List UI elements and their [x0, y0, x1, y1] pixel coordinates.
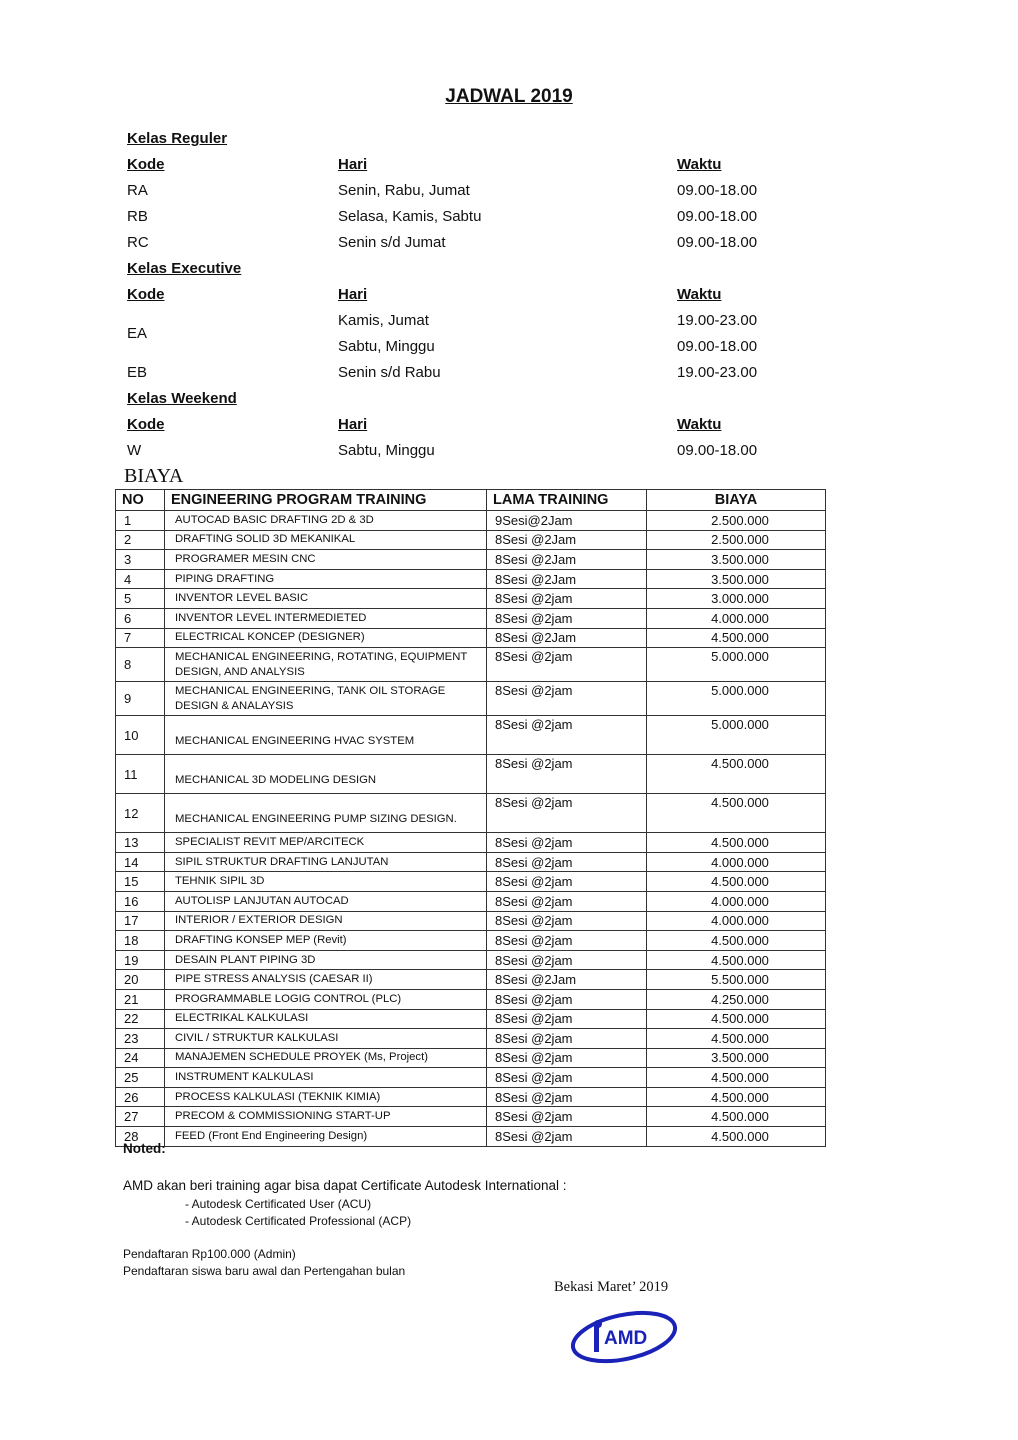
cell-biaya: 4.500.000 — [647, 872, 826, 892]
cell-program: INVENTOR LEVEL BASIC — [165, 589, 487, 609]
signoff-place-date: Bekasi Maret’ 2019 — [554, 1279, 669, 1295]
cell-no: 9 — [116, 682, 165, 716]
table-row — [116, 852, 826, 872]
cell-lama: 8Sesi @2jam — [487, 911, 647, 931]
cell-lama: 8Sesi @2jam — [487, 1087, 647, 1107]
cell-no: 8 — [116, 648, 165, 682]
cell-lama: 8Sesi @2jam — [487, 1127, 647, 1147]
table-row — [116, 970, 826, 990]
cell-lama: 8Sesi @2jam — [487, 833, 647, 853]
schedule-kode: RB — [127, 208, 148, 225]
cell-biaya: 4.000.000 — [647, 911, 826, 931]
cell-lama: 8Sesi @2Jam — [487, 550, 647, 570]
cell-no: 13 — [116, 833, 165, 853]
cell-lama: 8Sesi @2jam — [487, 1068, 647, 1088]
cell-no: 14 — [116, 852, 165, 872]
schedule-kode: EB — [127, 364, 148, 381]
schedule-hari: Senin, Rabu, Jumat — [338, 182, 470, 199]
amd-logo — [568, 1308, 680, 1366]
cell-biaya: 2.500.000 — [647, 511, 826, 531]
group-label-text: Kelas Reguler — [127, 130, 228, 147]
cell-program: DRAFTING SOLID 3D MEKANIKAL — [165, 530, 487, 550]
registration-notes — [123, 1246, 405, 1280]
cell-biaya: 4.500.000 — [647, 1009, 826, 1029]
schedule-kode: RA — [127, 182, 148, 199]
cell-program: INVENTOR LEVEL INTERMEDIETED — [165, 608, 487, 628]
cell-program: MECHANICAL 3D MODELING DESIGN — [165, 755, 487, 794]
cell-program: INTERIOR / EXTERIOR DESIGN — [165, 911, 487, 931]
schedule-waktu: 19.00-23.00 — [677, 364, 758, 381]
cell-no: 12 — [116, 794, 165, 833]
cell-lama: 8Sesi @2jam — [487, 1048, 647, 1068]
cell-lama: 8Sesi @2jam — [487, 589, 647, 609]
header-hari: Hari — [338, 286, 368, 303]
cell-biaya: 4.500.000 — [647, 1029, 826, 1049]
cell-lama: 8Sesi @2Jam — [487, 970, 647, 990]
schedule-kode: RC — [127, 234, 149, 251]
cell-program: ELECTRIKAL KALKULASI — [165, 1009, 487, 1029]
cell-program: ELECTRICAL KONCEP (DESIGNER) — [165, 628, 487, 648]
header-kode: Kode — [127, 416, 165, 433]
cell-program: PROCESS KALKULASI (TEKNIK KIMIA) — [165, 1087, 487, 1107]
cell-no: 20 — [116, 970, 165, 990]
cell-program: PIPING DRAFTING — [165, 569, 487, 589]
cell-biaya: 5.500.000 — [647, 970, 826, 990]
schedule-hari: Kamis, Jumat — [338, 312, 429, 329]
table-row — [116, 608, 826, 628]
cell-program: MECHANICAL ENGINEERING PUMP SIZING DESIGN. — [165, 794, 487, 833]
schedule-section — [127, 127, 827, 467]
table-row — [116, 1087, 826, 1107]
cell-biaya: 3.000.000 — [647, 589, 826, 609]
cell-lama: 8Sesi @2Jam — [487, 530, 647, 550]
table-row — [116, 1029, 826, 1049]
cell-program: AUTOLISP LANJUTAN AUTOCAD — [165, 891, 487, 911]
cell-no: 17 — [116, 911, 165, 931]
cell-lama: 8Sesi @2jam — [487, 608, 647, 628]
cell-program: SPECIALIST REVIT MEP/ARCITECK — [165, 833, 487, 853]
table-row — [116, 794, 826, 833]
cell-biaya: 4.500.000 — [647, 1107, 826, 1127]
cell-no: 7 — [116, 628, 165, 648]
header-biaya: BIAYA — [647, 490, 826, 511]
header-no: NO — [116, 490, 165, 511]
header-kode: Kode — [127, 286, 165, 303]
cell-biaya: 4.250.000 — [647, 989, 826, 1009]
cell-no: 19 — [116, 950, 165, 970]
cell-biaya: 4.500.000 — [647, 931, 826, 951]
cell-biaya: 4.500.000 — [647, 833, 826, 853]
cell-biaya: 4.500.000 — [647, 1068, 826, 1088]
header-lama: LAMA TRAINING — [487, 490, 647, 511]
cell-no: 26 — [116, 1087, 165, 1107]
cell-biaya: 5.000.000 — [647, 682, 826, 716]
cell-no: 18 — [116, 931, 165, 951]
cell-lama: 8Sesi @2jam — [487, 1107, 647, 1127]
cell-no: 28 — [116, 1127, 165, 1147]
cell-no: 5 — [116, 589, 165, 609]
cell-lama: 8Sesi @2jam — [487, 648, 647, 682]
cell-no: 10 — [116, 716, 165, 755]
cell-biaya: 3.500.000 — [647, 550, 826, 570]
table-row — [116, 911, 826, 931]
cell-program: TEHNIK SIPIL 3D — [165, 872, 487, 892]
cell-biaya: 4.500.000 — [647, 755, 826, 794]
table-row — [116, 511, 826, 531]
fee-table-header — [116, 490, 826, 511]
table-row — [116, 1048, 826, 1068]
table-row — [116, 891, 826, 911]
cell-program: DESAIN PLANT PIPING 3D — [165, 950, 487, 970]
cell-lama: 8Sesi @2jam — [487, 950, 647, 970]
cell-lama: 8Sesi @2Jam — [487, 569, 647, 589]
cell-program: CIVIL / STRUKTUR KALKULASI — [165, 1029, 487, 1049]
schedule-hari: Sabtu, Minggu — [338, 442, 435, 459]
header-program: ENGINEERING PROGRAM TRAINING — [165, 490, 487, 511]
cell-no: 21 — [116, 989, 165, 1009]
list-item: - Autodesk Certificated User (ACU) — [185, 1196, 411, 1213]
schedule-kode: EA — [127, 325, 148, 342]
cell-biaya: 4.500.000 — [647, 950, 826, 970]
registration-fee: Pendaftaran Rp100.000 (Admin) — [123, 1247, 296, 1261]
cell-biaya: 4.000.000 — [647, 891, 826, 911]
cell-program: MANAJEMEN SCHEDULE PROYEK (Ms, Project) — [165, 1048, 487, 1068]
cell-lama: 8Sesi @2jam — [487, 755, 647, 794]
table-row — [116, 950, 826, 970]
cell-program: MECHANICAL ENGINEERING, TANK OIL STORAGE DESIGN & ANALAYSIS — [165, 682, 487, 716]
cell-biaya: 3.500.000 — [647, 569, 826, 589]
header-kode: Kode — [127, 156, 165, 173]
cell-no: 24 — [116, 1048, 165, 1068]
cell-program: SIPIL STRUKTUR DRAFTING LANJUTAN — [165, 852, 487, 872]
table-row — [116, 1009, 826, 1029]
cell-program: MECHANICAL ENGINEERING, ROTATING, EQUIPMENT DESIGN, AND ANALYSIS — [165, 648, 487, 682]
cell-lama: 8Sesi @2Jam — [487, 628, 647, 648]
cell-program: PROGRAMER MESIN CNC — [165, 550, 487, 570]
cell-biaya: 4.500.000 — [647, 1127, 826, 1147]
cell-no: 4 — [116, 569, 165, 589]
list-item: - Autodesk Certificated Professional (ACP) — [185, 1213, 411, 1230]
header-hari: Hari — [338, 416, 368, 433]
page-title: JADWAL 2019 — [445, 86, 573, 107]
logo-text: AMD — [604, 1328, 648, 1349]
cell-biaya: 3.500.000 — [647, 1048, 826, 1068]
certificate-list — [185, 1196, 411, 1230]
table-row — [116, 931, 826, 951]
table-row — [116, 628, 826, 648]
cell-lama: 8Sesi @2jam — [487, 682, 647, 716]
group-label-text: Kelas Executive — [127, 260, 242, 277]
schedule-waktu: 09.00-18.00 — [677, 234, 758, 251]
table-row — [116, 755, 826, 794]
header-hari: Hari — [338, 156, 368, 173]
table-row — [116, 833, 826, 853]
cell-no: 11 — [116, 755, 165, 794]
table-row — [116, 1127, 826, 1147]
cell-no: 16 — [116, 891, 165, 911]
cell-no: 27 — [116, 1107, 165, 1127]
cell-lama: 8Sesi @2jam — [487, 1009, 647, 1029]
table-row — [116, 1107, 826, 1127]
cell-biaya: 4.000.000 — [647, 852, 826, 872]
table-row — [116, 716, 826, 755]
schedule-hari: Selasa, Kamis, Sabtu — [338, 208, 482, 225]
table-row — [116, 682, 826, 716]
cell-lama: 9Sesi@2Jam — [487, 511, 647, 531]
cell-biaya: 2.500.000 — [647, 530, 826, 550]
cell-lama: 8Sesi @2jam — [487, 852, 647, 872]
cell-biaya: 5.000.000 — [647, 716, 826, 755]
cell-lama: 8Sesi @2jam — [487, 716, 647, 755]
cell-lama: 8Sesi @2jam — [487, 794, 647, 833]
cell-program: AUTOCAD BASIC DRAFTING 2D & 3D — [165, 511, 487, 531]
cell-biaya: 4.500.000 — [647, 794, 826, 833]
schedule-waktu: 09.00-18.00 — [677, 442, 758, 459]
cell-lama: 8Sesi @2jam — [487, 989, 647, 1009]
noted-label: Noted: — [123, 1141, 166, 1156]
fee-table — [115, 489, 826, 1147]
schedule-hari: Senin s/d Rabu — [338, 364, 441, 381]
table-row — [116, 989, 826, 1009]
cell-program: FEED (Front End Engineering Design) — [165, 1127, 487, 1147]
cell-lama: 8Sesi @2jam — [487, 931, 647, 951]
cell-no: 1 — [116, 511, 165, 531]
table-row — [116, 530, 826, 550]
biaya-heading: BIAYA — [124, 465, 184, 487]
group-label-text: Kelas Weekend — [127, 390, 237, 407]
schedule-waktu: 19.00-23.00 — [677, 312, 758, 329]
cell-biaya: 4.500.000 — [647, 1087, 826, 1107]
cell-no: 6 — [116, 608, 165, 628]
cell-biaya: 5.000.000 — [647, 648, 826, 682]
table-row — [116, 648, 826, 682]
table-row — [116, 1068, 826, 1088]
cell-no: 23 — [116, 1029, 165, 1049]
certificate-info: AMD akan beri training agar bisa dapat Certificate Autodesk International : — [123, 1178, 567, 1193]
cell-no: 3 — [116, 550, 165, 570]
cell-lama: 8Sesi @2jam — [487, 1029, 647, 1049]
cell-biaya: 4.500.000 — [647, 628, 826, 648]
cell-program: PRECOM & COMMISSIONING START-UP — [165, 1107, 487, 1127]
cell-no: 15 — [116, 872, 165, 892]
cell-no: 22 — [116, 1009, 165, 1029]
schedule-waktu: 09.00-18.00 — [677, 208, 758, 225]
schedule-waktu: 09.00-18.00 — [677, 182, 758, 199]
schedule-kode: W — [127, 442, 142, 459]
cell-lama: 8Sesi @2jam — [487, 891, 647, 911]
schedule-waktu: 09.00-18.00 — [677, 338, 758, 355]
table-row — [116, 569, 826, 589]
header-waktu: Waktu — [677, 156, 722, 173]
cell-no: 2 — [116, 530, 165, 550]
header-waktu: Waktu — [677, 286, 722, 303]
table-row — [116, 589, 826, 609]
cell-program: MECHANICAL ENGINEERING HVAC SYSTEM — [165, 716, 487, 755]
table-row — [116, 550, 826, 570]
registration-period: Pendaftaran siswa baru awal dan Pertengahan bulan — [123, 1264, 406, 1278]
table-row — [116, 872, 826, 892]
cell-program: DRAFTING KONSEP MEP (Revit) — [165, 931, 487, 951]
cell-lama: 8Sesi @2jam — [487, 872, 647, 892]
header-waktu: Waktu — [677, 416, 722, 433]
schedule-hari: Sabtu, Minggu — [338, 338, 435, 355]
cell-biaya: 4.000.000 — [647, 608, 826, 628]
cell-program: INSTRUMENT KALKULASI — [165, 1068, 487, 1088]
cell-program: PROGRAMMABLE LOGIG CONTROL (PLC) — [165, 989, 487, 1009]
cell-no: 25 — [116, 1068, 165, 1088]
cell-program: PIPE STRESS ANALYSIS (CAESAR II) — [165, 970, 487, 990]
schedule-hari: Senin s/d Jumat — [338, 234, 446, 251]
